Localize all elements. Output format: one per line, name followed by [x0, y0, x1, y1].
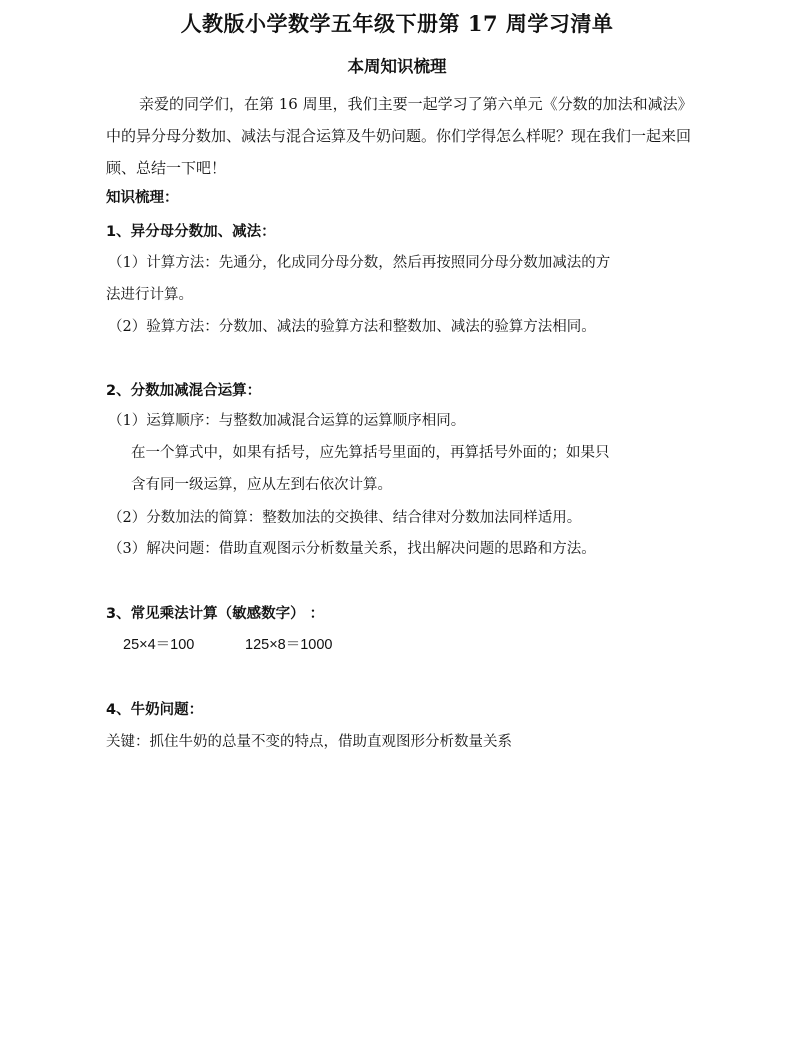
section2-item1-detail-line1: 在一个算式中，如果有括号，应先算括号里面的，再算括号外面的；如果只	[131, 445, 610, 461]
section2-item1: （1）运算顺序：与整数加减混合运算的运算顺序相同。	[108, 413, 466, 429]
section4-key-text: 关键：抓住牛奶的总量不变的特点，借助直观图形分析数量关系	[106, 734, 512, 750]
formula-125x8: 125×8＝1000	[245, 637, 333, 653]
section1-item1-line1: （1）计算方法：先通分，化成同分母分数，然后再按照同分母分数加减法的方	[108, 255, 611, 271]
section4-heading: 4、牛奶问题：	[106, 702, 204, 718]
overview-heading: 知识梳理：	[106, 190, 179, 206]
section1-heading: 1、异分母分数加、减法：	[106, 224, 276, 240]
section3-heading: 3、常见乘法计算（敏感数字） ：	[106, 606, 325, 622]
section2-heading: 2、分数加减混合运算：	[106, 383, 262, 399]
section1-item2: （2）验算方法：分数加、减法的验算方法和整数加、减法的验算方法相同。	[108, 319, 596, 335]
section2-item3: （3）解决问题：借助直观图示分析数量关系，找出解决问题的思路和方法。	[108, 541, 596, 557]
section2-item2: （2）分数加法的简算：整数加法的交换律、结合律对分数加法同样适用。	[108, 510, 582, 526]
document-title: 人教版小学数学五年级下册第 17 周学习清单	[180, 11, 614, 36]
formula-25x4: 25×4＝100	[123, 637, 195, 653]
intro-paragraph: 亲爱的同学们，在第 16 周里，我们主要一起学习了第六单元《分数的加法和减法》中的异分母分数加、减法与混合运算及牛奶问题。你们学得怎么样呢？现在我们一起来回顾、总结一下吧！	[106, 95, 693, 177]
section-subtitle: 本周知识梳理	[347, 57, 447, 76]
section1-item1-line2: 法进行计算。	[106, 287, 193, 303]
section2-item1-detail-line2: 含有同一级运算，应从左到右依次计算。	[131, 477, 392, 493]
